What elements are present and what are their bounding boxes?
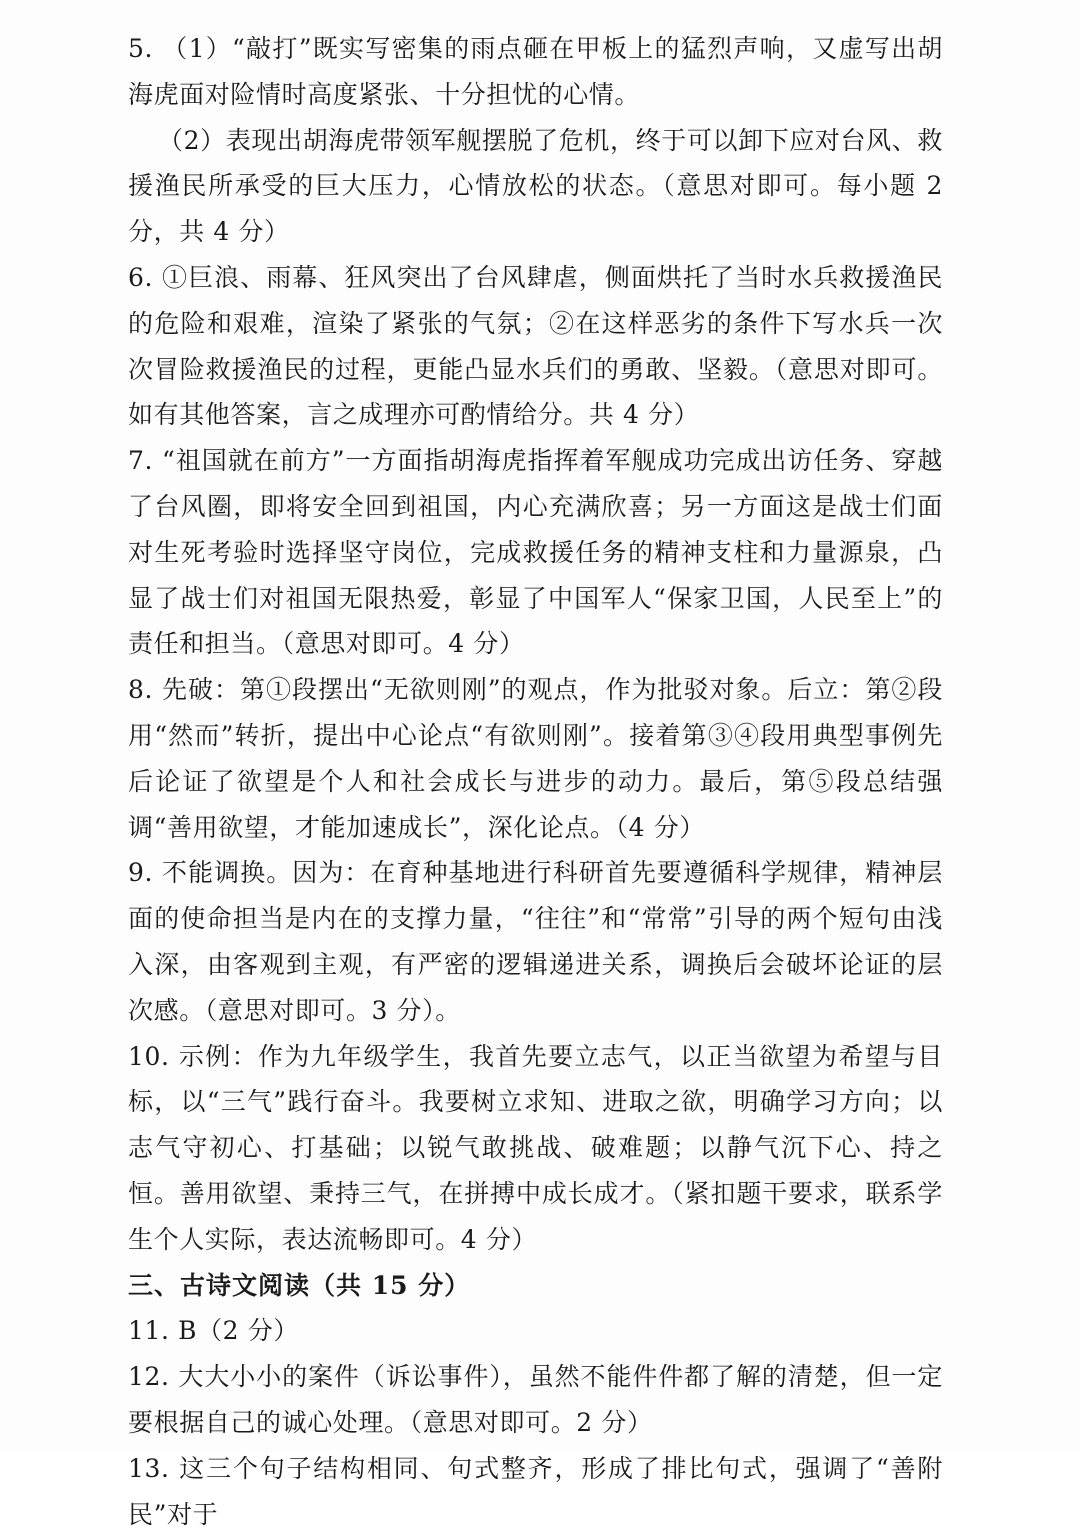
answer-q9: 9. 不能调换。因为：在育种基地进行科研首先要遵循科学规律，精神层面的使命担当是内在的支撑力量，“往往”和“常常”引导的两个短句由浅入深，由客观到主观，有严密的逻辑递进关系，调换后会破坏论证的层次感。（意思对即可。3 分）。 xyxy=(128,858,943,1025)
answer-q12: 12. 大大小小的案件（诉讼事件），虽然不能件件都了解的清楚，但一定要根据自己的诚心处理。（意思对即可。2 分） xyxy=(128,1362,943,1437)
answer-q5-part2: （2）表现出胡海虎带领军舰摆脱了危机，终于可以卸下应对台风、救援渔民所承受的巨大压力，心情放松的状态。（意思对即可。每小题 2 分，共 4 分） xyxy=(128,125,943,247)
answer-q8: 8. 先破：第①段摆出“无欲则刚”的观点，作为批驳对象。后立：第②段用“然而”转折，提出中心论点“有欲则刚”。接着第③④段用典型事例先后论证了欲望是个人和社会成长与进步的动力。最后，第⑤段总结强调“善用欲望，才能加速成长”，深化论点。（4 分） xyxy=(128,675,943,842)
answer-q10: 10. 示例：作为九年级学生，我首先要立志气，以正当欲望为希望与目标，以“三气”践行奋斗。我要树立求知、进取之欲，明确学习方向；以志气守初心、打基础；以锐气敢挑战、破难题；以静气沉下心、持之恒。善用欲望、秉持三气，在拼搏中成长成才。（紧扣题干要求，联系学生个人实际，表达流畅即可。4 分） xyxy=(128,1041,943,1254)
answer-q5-part1: 5. （1）“敲打”既实写密集的雨点砸在甲板上的猛烈声响，又虚写出胡海虎面对险情时高度紧张、十分担忧的心情。 xyxy=(128,34,943,109)
answer-q11: 11. B（2 分） xyxy=(128,1316,299,1346)
answer-q13: 13. 这三个句子结构相同、句式整齐，形成了排比句式，强调了“善附民”对于 xyxy=(128,1453,943,1529)
answer-q7: 7. “祖国就在前方”一方面指胡海虎指挥着军舰成功完成出访任务、穿越了台风圈，即将安全回到祖国，内心充满欣喜；另一方面这是战士们面对生死考验时选择坚守岗位，完成救援任务的精神支柱和力量源泉，凸显了战士们对祖国无限热爱，彰显了中国军人“保家卫国，人民至上”的责任和担当。（意思对即可。4 分） xyxy=(128,446,943,659)
answer-q6: 6. ①巨浪、雨幕、狂风突出了台风肆虐，侧面烘托了当时水兵救援渔民的危险和艰难，渲染了紧张的气氛；②在这样恶劣的条件下写水兵一次次冒险救援渔民的过程，更能凸显水兵们的勇敢、坚毅。（意思对即可。如有其他答案，言之成理亦可酌情给分。共 4 分） xyxy=(128,262,943,430)
section-heading-classical-reading: 三、古诗文阅读（共 15 分） xyxy=(128,1270,471,1300)
answer-content xyxy=(128,26,943,1537)
